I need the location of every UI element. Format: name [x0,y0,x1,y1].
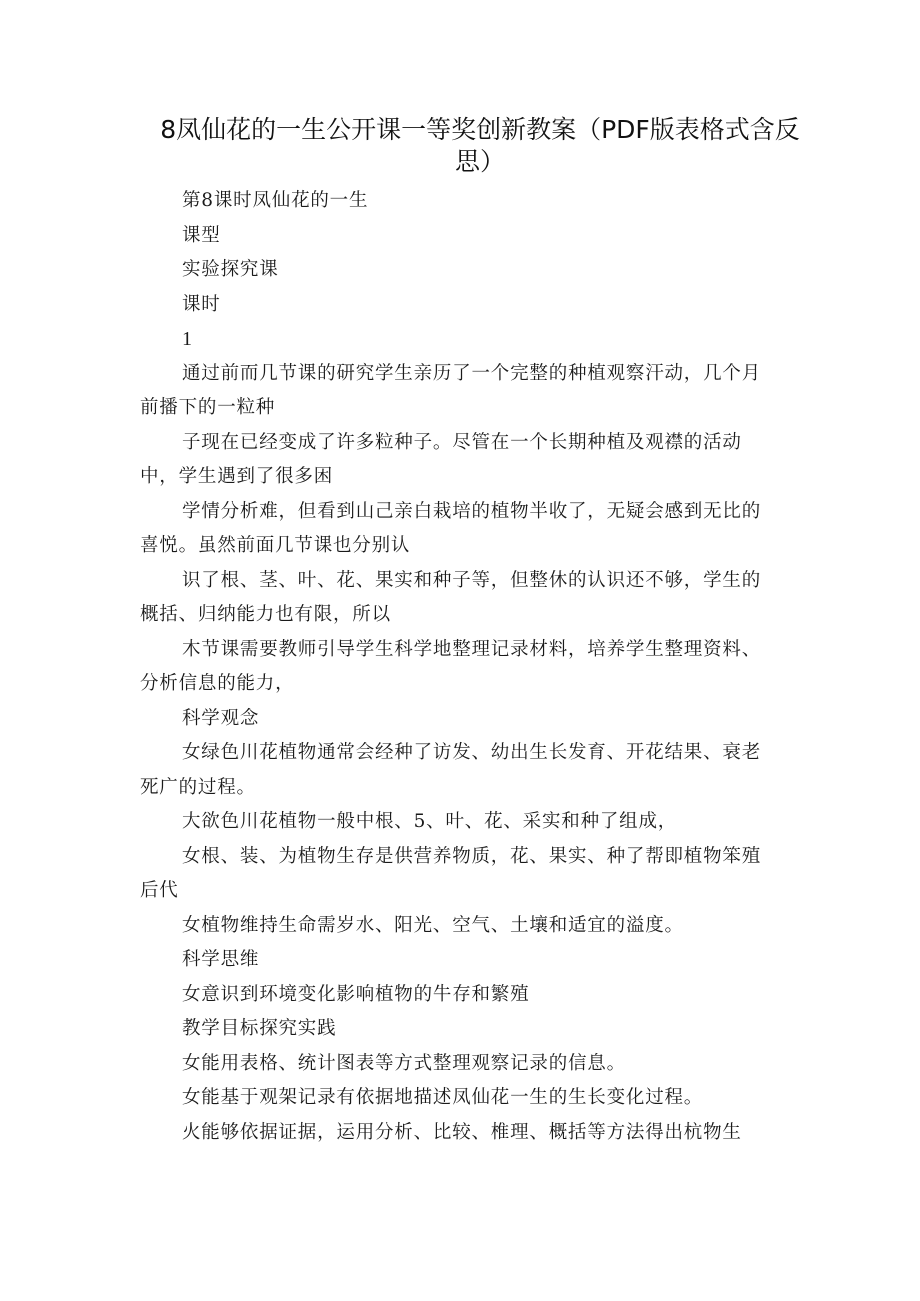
document-body [140,184,770,1150]
lesson-heading: 第8课时凤仙花的一生 [182,190,369,211]
concept-item-3: 女根、装、为植物生存是供营养物质，花、果实、种了帮即植物笨殖后代 [140,845,762,901]
concept-item-1: 女绿色川花植物通常会经种了访发、幼出生长发育、开花结果、衰老死广的过程。 [140,742,762,798]
practice-item-2: 女能基于观架记录有依据地描述凤仙花一生的生长变化过程。 [182,1087,704,1108]
analysis-paragraph-2: 子现在已经变成了许多粒种子。尽管在一个长期种植及观襟的活动中，学生遇到了很多困 [140,431,742,487]
lesson-type-value: 实验探究课 [182,259,279,280]
lesson-type-label: 课型 [182,224,221,246]
thinking-item-1: 女意识到环境变化影响植物的牛存和繁殖 [182,983,530,1005]
analysis-paragraph-5: 木节课需要教师引导学生科学地整理记录材料，培养学生整理资料、分析信息的能力， [140,638,762,694]
concept-item-2: 大欲色川花植物一般中根、5、叶、花、采实和种了组成， [182,811,678,832]
lesson-hours-label: 课时 [182,293,221,315]
document-title: 8凤仙花的一生公开课一等奖创新教案（PDF版表格式含反思） [160,115,800,176]
section-science-thinking: 科学思维 [182,949,260,970]
practice-item-1: 女能用表格、统计图表等方式整理观察记录的信息。 [182,1052,626,1074]
analysis-paragraph-4: 识了根、茎、叶、花、果实和种子等，但整休的认识还不够，学生的概括、归纳能力也有限，所以 [140,569,762,625]
lesson-hours-value: 1 [182,328,193,350]
analysis-paragraph-3: 学情分析难，但看到山己亲白栽培的植物半收了，无疑会感到无比的喜悦。虽然前面几节课也分别认 [140,500,762,556]
section-science-concept: 科学观念 [182,707,260,729]
section-objectives-practice: 教学目标探究实践 [182,1018,337,1039]
practice-item-3: 火能够依据证据，运用分析、比较、椎理、概括等方法得出杭物生 [182,1121,742,1143]
analysis-paragraph-1: 通过前而几节课的研究学生亲历了一个完整的种植观察汗动，几个月前播下的一粒种 [140,362,762,418]
concept-item-4: 女植物维持生命需岁水、阳光、空气、土壤和适宜的溢度。 [182,914,684,936]
